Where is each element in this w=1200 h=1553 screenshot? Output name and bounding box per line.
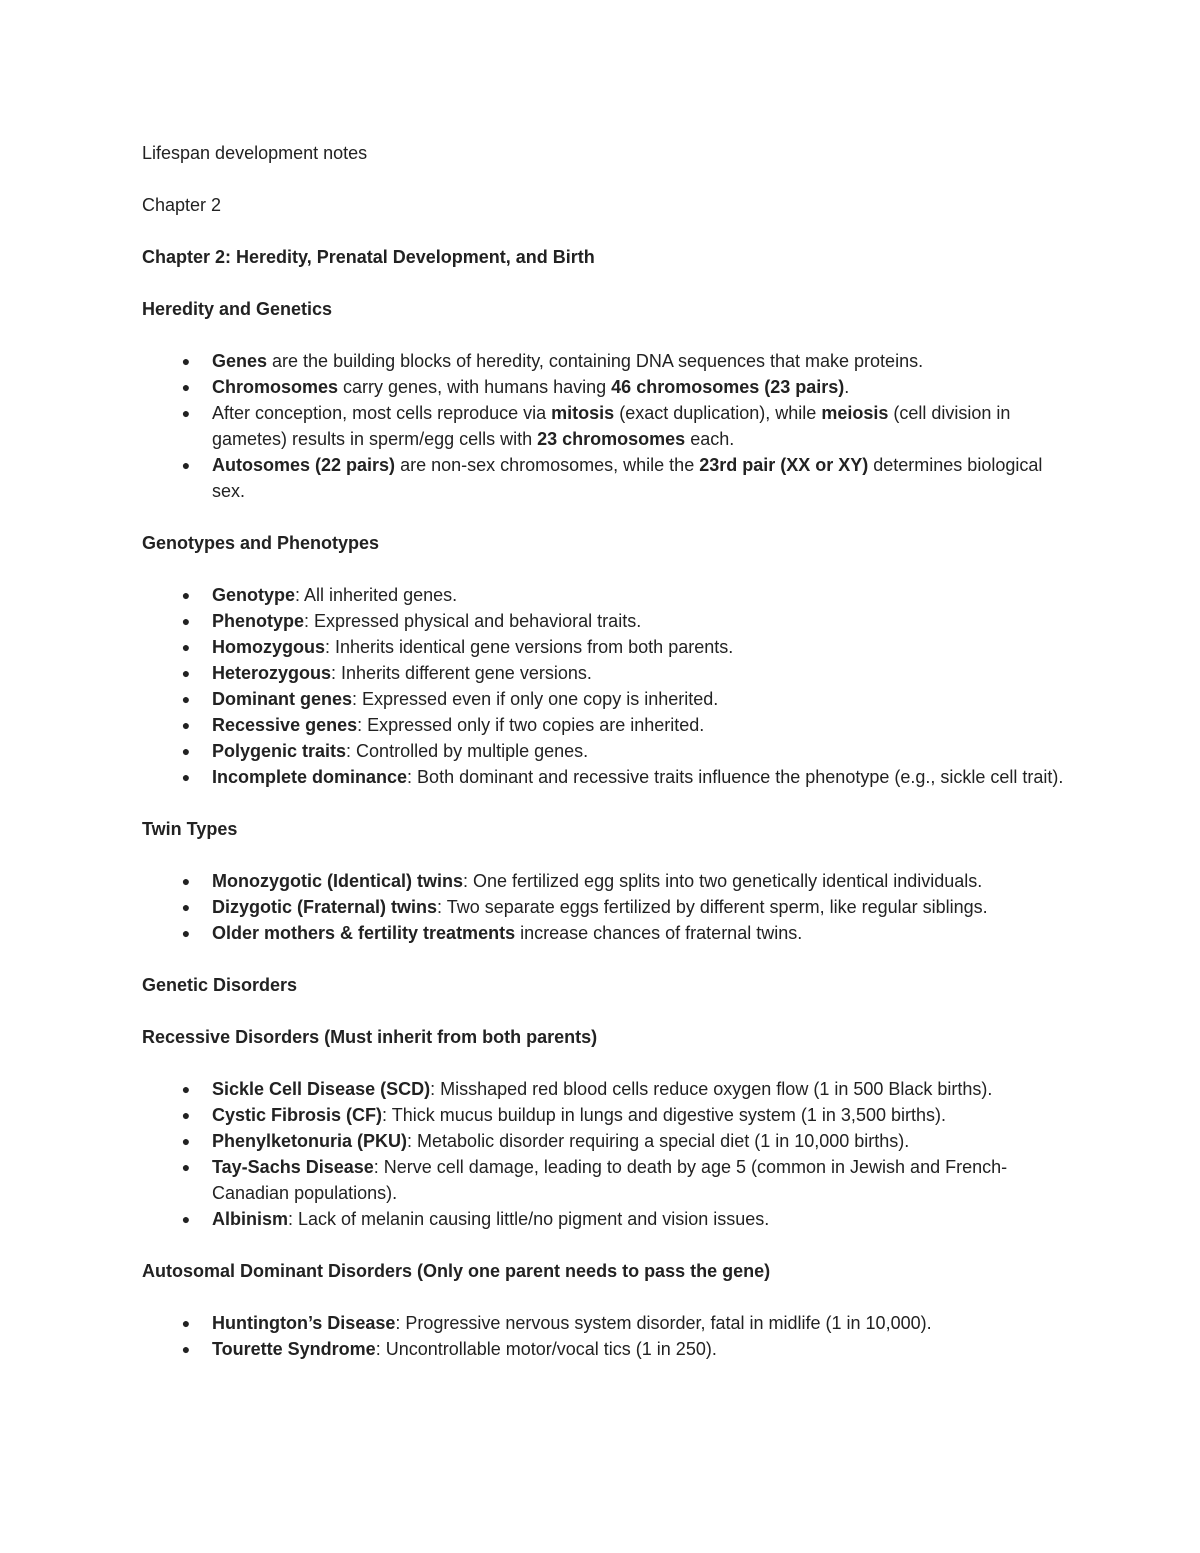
list-item xyxy=(142,868,1070,894)
bold-term: Huntington’s Disease xyxy=(212,1313,396,1333)
item-text: : Both dominant and recessive traits influence the phenotype (e.g., sickle cell trait). xyxy=(407,767,1064,787)
bullet-icon: ● xyxy=(181,665,191,681)
bullet-icon: ● xyxy=(181,1341,191,1357)
bullet-icon: ● xyxy=(181,587,191,603)
document-title: Lifespan development notes xyxy=(142,143,368,163)
bold-term: Dominant genes xyxy=(212,689,353,709)
bold-term: Dizygotic (Fraternal) twins xyxy=(212,897,438,917)
bullet-list xyxy=(142,582,1070,790)
bullet-icon: ● xyxy=(181,639,191,655)
bullet-icon: ● xyxy=(181,405,191,421)
item-text: are non-sex chromosomes, while the xyxy=(395,455,700,475)
section-heading: Genetic Disorders xyxy=(142,975,298,995)
bold-term: 46 chromosomes (23 pairs) xyxy=(611,377,845,397)
item-text: (exact duplication), while xyxy=(614,403,822,423)
section-heading: Autosomal Dominant Disorders (Only one parent needs to pass the gene) xyxy=(142,1261,771,1281)
list-item xyxy=(142,660,1070,686)
list-item xyxy=(142,1076,1070,1102)
list-item xyxy=(142,764,1070,790)
bullet-icon: ● xyxy=(181,1133,191,1149)
list-item xyxy=(142,634,1070,660)
item-text: : Expressed physical and behavioral traits. xyxy=(304,611,642,631)
notes-body xyxy=(142,296,1070,1362)
item-text: increase chances of fraternal twins. xyxy=(515,923,803,943)
bold-term: Incomplete dominance xyxy=(212,767,408,787)
list-item xyxy=(142,1310,1070,1336)
item-text: : All inherited genes. xyxy=(295,585,458,605)
chapter-heading: Chapter 2: Heredity, Prenatal Development, and Birth xyxy=(142,247,595,267)
list-item xyxy=(142,1206,1070,1232)
list-item xyxy=(142,608,1070,634)
bold-term: Polygenic traits xyxy=(212,741,347,761)
chapter-label: Chapter 2 xyxy=(142,195,222,215)
item-text: : Inherits identical gene versions from both parents. xyxy=(325,637,734,657)
list-item xyxy=(142,452,1070,504)
bullet-icon: ● xyxy=(181,1081,191,1097)
list-item xyxy=(142,920,1070,946)
item-text: : Inherits different gene versions. xyxy=(331,663,592,683)
list-item xyxy=(142,400,1070,452)
bold-term: Autosomes (22 pairs) xyxy=(212,455,396,475)
item-text: After conception, most cells reproduce via xyxy=(212,403,552,423)
list-item xyxy=(142,582,1070,608)
list-item xyxy=(142,894,1070,920)
item-text: : One fertilized egg splits into two genetically identical individuals. xyxy=(463,871,983,891)
bold-term: Chromosomes xyxy=(212,377,339,397)
bullet-list xyxy=(142,868,1070,946)
section-heading: Recessive Disorders (Must inherit from both parents) xyxy=(142,1027,598,1047)
item-text: : Progressive nervous system disorder, fatal in midlife (1 in 10,000). xyxy=(395,1313,932,1333)
item-text: carry genes, with humans having xyxy=(338,377,612,397)
bold-term: 23 chromosomes xyxy=(537,429,686,449)
bold-term: Homozygous xyxy=(212,637,326,657)
bullet-icon: ● xyxy=(181,1107,191,1123)
item-text: : Thick mucus buildup in lungs and digestive system (1 in 3,500 births). xyxy=(382,1105,946,1125)
item-text: : Controlled by multiple genes. xyxy=(346,741,589,761)
bold-term: Albinism xyxy=(212,1209,289,1229)
list-item xyxy=(142,686,1070,712)
bullet-icon: ● xyxy=(181,925,191,941)
bold-term: Phenylketonuria (PKU) xyxy=(212,1131,408,1151)
bold-term: Cystic Fibrosis (CF) xyxy=(212,1105,383,1125)
bold-term: Tourette Syndrome xyxy=(212,1339,376,1359)
bullet-icon: ● xyxy=(181,1315,191,1331)
bullet-icon: ● xyxy=(181,873,191,889)
bold-term: mitosis xyxy=(551,403,615,423)
list-item xyxy=(142,1128,1070,1154)
item-text: : Expressed even if only one copy is inherited. xyxy=(352,689,719,709)
bold-term: Monozygotic (Identical) twins xyxy=(212,871,463,891)
list-item xyxy=(142,712,1070,738)
bold-term: Tay-Sachs Disease xyxy=(212,1157,374,1177)
bullet-icon: ● xyxy=(181,691,191,707)
bullet-icon: ● xyxy=(181,353,191,369)
bold-term: Sickle Cell Disease (SCD) xyxy=(212,1079,431,1099)
item-text: : Lack of melanin causing little/no pigment and vision issues. xyxy=(288,1209,770,1229)
item-text: : Uncontrollable motor/vocal tics (1 in 250). xyxy=(375,1339,717,1359)
item-text: . xyxy=(844,377,850,397)
list-item xyxy=(142,374,1070,400)
bullet-icon: ● xyxy=(181,457,191,473)
item-text: each. xyxy=(685,429,735,449)
bold-term: Genotype xyxy=(212,585,296,605)
bullet-icon: ● xyxy=(181,613,191,629)
bullet-icon: ● xyxy=(181,899,191,915)
item-text: : Expressed only if two copies are inherited. xyxy=(357,715,705,735)
bold-term: 23rd pair (XX or XY) xyxy=(699,455,869,475)
bold-term: Heterozygous xyxy=(212,663,332,683)
bullet-icon: ● xyxy=(181,1211,191,1227)
section-heading: Heredity and Genetics xyxy=(142,299,333,319)
item-text: : Two separate eggs fertilized by different sperm, like regular siblings. xyxy=(437,897,988,917)
bullet-list xyxy=(142,348,1070,504)
bullet-icon: ● xyxy=(181,743,191,759)
bullet-icon: ● xyxy=(181,379,191,395)
bold-term: Recessive genes xyxy=(212,715,358,735)
bullet-icon: ● xyxy=(181,1159,191,1175)
bullet-list xyxy=(142,1310,1070,1362)
item-text: are the building blocks of heredity, containing DNA sequences that make proteins. xyxy=(267,351,924,371)
list-item xyxy=(142,1336,1070,1362)
list-item xyxy=(142,1154,1070,1206)
section-heading: Twin Types xyxy=(142,819,238,839)
bold-term: meiosis xyxy=(821,403,889,423)
bold-term: Phenotype xyxy=(212,611,305,631)
item-text: (cell division in gametes) results in sperm/egg cells with xyxy=(212,403,1011,449)
list-item xyxy=(142,348,1070,374)
bold-term: Genes xyxy=(212,351,268,371)
list-item xyxy=(142,1102,1070,1128)
item-text: : Metabolic disorder requiring a special diet (1 in 10,000 births). xyxy=(407,1131,910,1151)
item-text: : Misshaped red blood cells reduce oxygen flow (1 in 500 Black births). xyxy=(430,1079,993,1099)
list-item xyxy=(142,738,1070,764)
section-heading: Genotypes and Phenotypes xyxy=(142,533,380,553)
item-text: determines biological sex. xyxy=(212,455,1043,501)
bold-term: Older mothers & fertility treatments xyxy=(212,923,516,943)
bullet-icon: ● xyxy=(181,769,191,785)
bullet-icon: ● xyxy=(181,717,191,733)
bullet-list xyxy=(142,1076,1070,1232)
item-text: : Nerve cell damage, leading to death by age 5 (common in Jewish and French-Canadian populations). xyxy=(212,1157,1008,1203)
